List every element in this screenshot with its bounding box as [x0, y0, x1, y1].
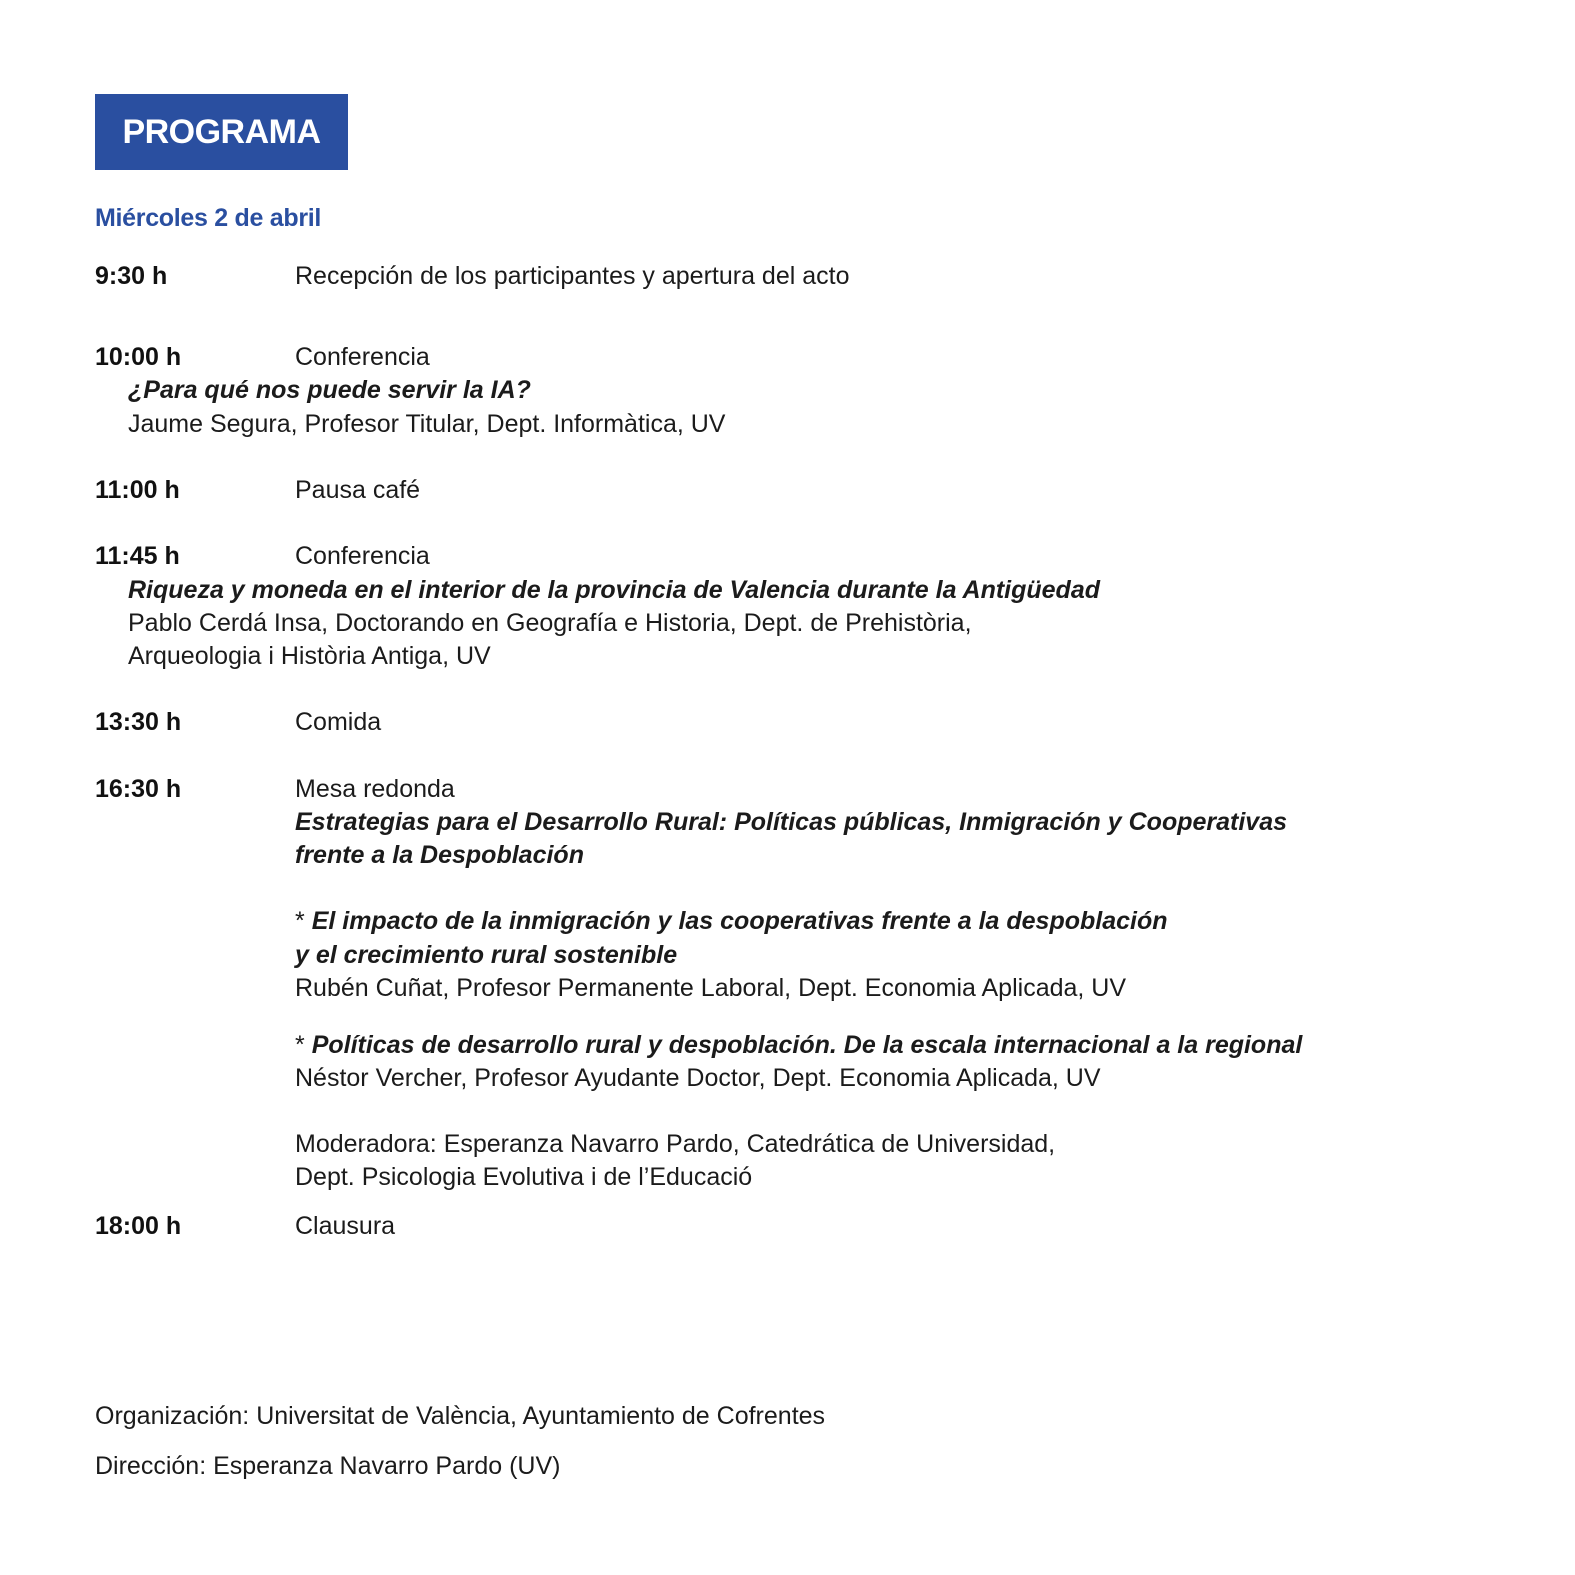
talk1-bullet: *	[295, 907, 312, 935]
talk2-speaker: Néstor Vercher, Profesor Ayudante Doctor, Dept. Economia Aplicada, UV	[295, 1064, 1101, 1092]
item-label-1330: Comida	[295, 708, 382, 736]
item-label-1630: Mesa redonda	[295, 775, 455, 803]
time-1100: 11:00 h	[95, 476, 180, 504]
time-1000: 10:00 h	[95, 343, 182, 371]
talk1-speaker: Rubén Cuñat, Profesor Permanente Laboral, Dept. Economia Aplicada, UV	[295, 974, 1127, 1002]
item-label-1800: Clausura	[295, 1212, 396, 1240]
round-table-title-line1: Estrategias para el Desarrollo Rural: Políticas públicas, Inmigración y Cooperativas	[295, 808, 1288, 836]
speaker-1145-line2: Arqueologia i Història Antiga, UV	[128, 642, 491, 670]
time-1330: 13:30 h	[95, 708, 182, 736]
time-1145: 11:45 h	[95, 542, 180, 570]
time-0930: 9:30 h	[95, 262, 168, 290]
time-1630: 16:30 h	[95, 775, 182, 803]
talk2-bullet: *	[295, 1031, 312, 1059]
program-header-box	[95, 94, 348, 170]
item-label-1000: Conferencia	[295, 343, 430, 371]
moderator-line2: Dept. Psicologia Evolutiva i de l’Educació	[295, 1163, 753, 1191]
footer-organization: Organización: Universitat de València, Ayuntamiento de Cofrentes	[95, 1402, 826, 1430]
talk-title-1000: ¿Para qué nos puede servir la IA?	[128, 376, 531, 404]
item-label-0930: Recepción de los participantes y apertura del acto	[295, 262, 850, 290]
event-date: Miércoles 2 de abril	[95, 204, 322, 232]
item-label-1100: Pausa café	[295, 476, 421, 504]
footer-direction: Dirección: Esperanza Navarro Pardo (UV)	[95, 1452, 561, 1480]
program-title: PROGRAMA	[122, 113, 321, 151]
item-label-1145: Conferencia	[295, 542, 430, 570]
time-1800: 18:00 h	[95, 1212, 182, 1240]
talk2-title-text: Políticas de desarrollo rural y despoblación. De la escala internacional a la regional	[311, 1031, 1303, 1059]
speaker-1000: Jaume Segura, Profesor Titular, Dept. Informàtica, UV	[128, 410, 726, 438]
talk1-title-line2: y el crecimiento rural sostenible	[295, 941, 678, 969]
moderator-line1: Moderadora: Esperanza Navarro Pardo, Catedrática de Universidad,	[295, 1130, 1056, 1158]
talk2-title	[295, 1031, 1302, 1060]
talk1-title-text: El impacto de la inmigración y las cooperativas frente a la despoblación	[311, 907, 1168, 935]
talk1-title-line1	[295, 907, 1168, 936]
speaker-1145-line1: Pablo Cerdá Insa, Doctorando en Geografía e Historia, Dept. de Prehistòria,	[128, 609, 972, 637]
talk-title-1145: Riqueza y moneda en el interior de la provincia de Valencia durante la Antigüedad	[128, 576, 1100, 604]
round-table-title-line2: frente a la Despoblación	[295, 841, 584, 869]
